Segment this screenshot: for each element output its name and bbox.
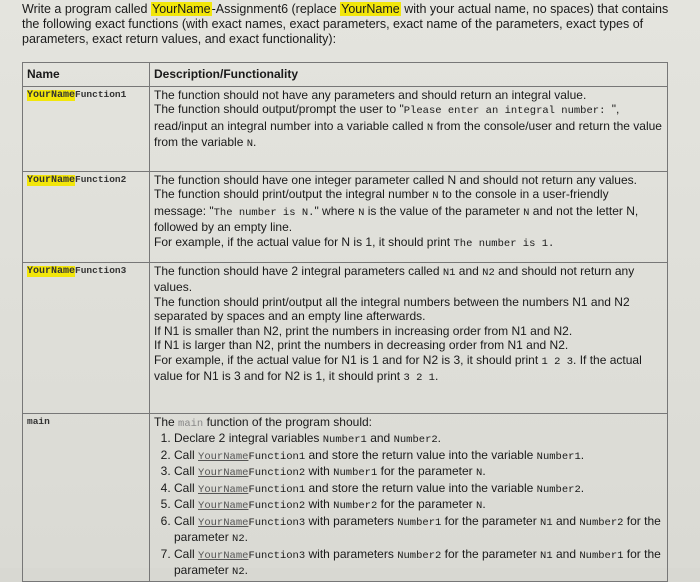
intro-text-2: -Assignment6 (replace xyxy=(211,2,341,16)
list-item: 5. Call YourNameFunction2 with Number2 for the parameter N. xyxy=(174,497,663,514)
table-row xyxy=(23,171,668,262)
list-item: 2. Call YourNameFunction1 and store the return value into the variable Number1. xyxy=(174,448,663,465)
list-item: 7. Call YourNameFunction3 with parameters Number2 for the parameter N1 and Number1 for the parameter N2. xyxy=(174,547,663,580)
header-name: Name xyxy=(23,63,150,87)
function3-para3: If N1 is smaller than N2, print the numbers in increasing order from N1 and N2. xyxy=(154,323,573,338)
function1-name: YourNameFunction1 xyxy=(23,86,150,171)
main-intro: The main function of the program should: xyxy=(154,414,373,430)
list-item: 4. Call YourNameFunction1 and store the return value into the variable Number2. xyxy=(174,481,663,498)
function3-name: YourNameFunction3 xyxy=(23,262,150,413)
list-item: 6. Call YourNameFunction3 with parameters Number1 for the parameter N1 and Number2 for the parameter N2. xyxy=(174,514,663,547)
main-name: main xyxy=(23,413,150,581)
table-row xyxy=(23,413,668,581)
list-item: 1. Declare 2 integral variables Number1 and Number2. xyxy=(174,431,663,448)
header-description: Description/Functionality xyxy=(150,63,668,87)
main-steps-list xyxy=(154,431,663,580)
function2-name: YourNameFunction2 xyxy=(23,171,150,262)
function3-para5: For example, if the actual value for N1 is 1 and for N2 is 3, it should print 1 2 3. If the actual value for N1 is 3 and for N2 is 1, it should print 3 2 1. xyxy=(154,352,642,384)
main-description xyxy=(150,413,668,581)
function3-description xyxy=(150,262,668,413)
function2-para2: The function should print/output the integral number N to the console in a user-friendly message: "The number is N." where N is the value of the parameter N and not the letter N, followed by an empty line. xyxy=(154,187,639,234)
function2-description xyxy=(150,171,668,262)
functions-table xyxy=(22,62,668,582)
function3-para2: The function should print/output all the integral numbers between the numbers N1 and N2 separated by spaces and an empty line afterwards. xyxy=(154,294,630,323)
function1-description xyxy=(150,86,668,171)
table-header-row xyxy=(23,63,668,87)
function2-para1: The function should have one integer parameter called N and should not return any values. xyxy=(154,172,637,187)
function3-para4: If N1 is larger than N2, print the numbers in decreasing order from N1 and N2. xyxy=(154,338,569,352)
function3-para1: The function should have 2 integral parameters called N1 and N2 and should not return any values. xyxy=(154,263,635,294)
intro-text-3: with your actual name, no spaces) that contains the following exact functions (with exact names, exact parameters, exact name of the parameters, exact types of parameters, exact return values, and exact functionality): xyxy=(22,2,669,46)
function1-para1: The function should not have any parameters and should return an integral value. xyxy=(154,87,587,102)
replace-name-highlight: YourName xyxy=(341,2,400,16)
list-item: 3. Call YourNameFunction2 with Number1 for the parameter N. xyxy=(174,464,663,481)
table-row xyxy=(23,262,668,413)
intro-paragraph xyxy=(22,2,682,47)
table-row xyxy=(23,86,668,171)
function2-para3: For example, if the actual value for N is 1, it should print The number is 1. xyxy=(154,234,555,250)
program-name-highlight: YourName xyxy=(152,2,211,16)
intro-text-1: Write a program called xyxy=(22,2,151,16)
function1-para2: The function should output/prompt the user to "Please enter an integral number: ", read/input an integral number into a variable called N from the console/user and return the value from the variable N. xyxy=(154,102,662,150)
